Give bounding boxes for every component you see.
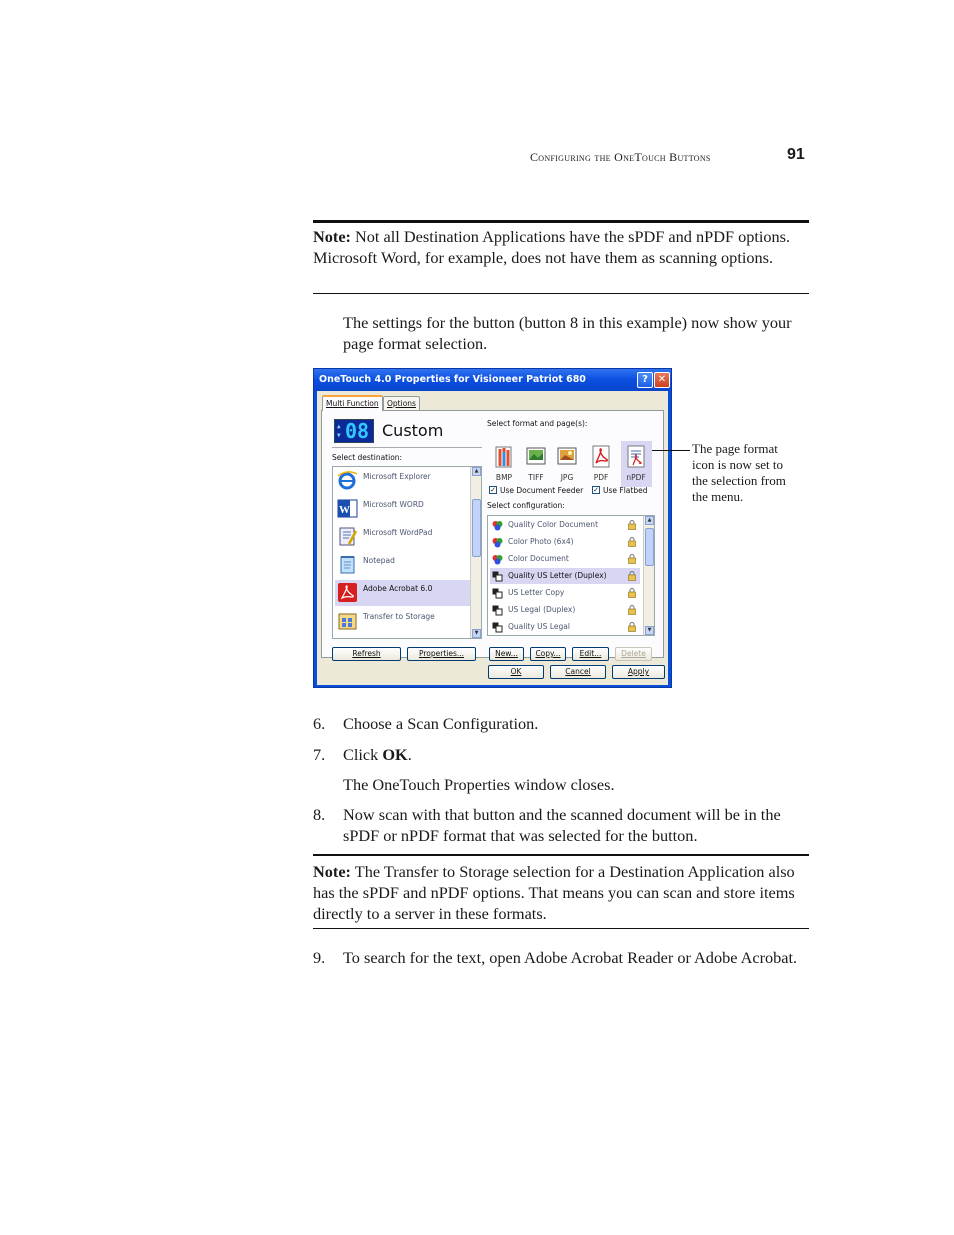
color-config-icon	[492, 520, 503, 531]
list-item[interactable]: W Microsoft WORD	[335, 496, 470, 522]
tiff-format-icon[interactable]	[524, 444, 548, 470]
intro-paragraph: The settings for the button (button 8 in this example) now show your page format selection.	[343, 313, 792, 353]
edit-button[interactable]: Edit...	[572, 647, 609, 661]
button-number-display[interactable]: ▲ ▼ 08	[334, 419, 374, 443]
list-item[interactable]: Color Document	[490, 551, 640, 567]
bw-config-icon	[492, 605, 503, 616]
scroll-thumb[interactable]	[645, 528, 654, 566]
use-document-feeder-label: Use Document Feeder	[500, 486, 584, 495]
button-name: Custom	[382, 421, 444, 440]
step-7-number: 7.	[313, 745, 326, 764]
tab-options[interactable]: Options	[383, 396, 420, 410]
scroll-up-icon[interactable]: ▲	[645, 516, 654, 525]
configuration-scrollbar[interactable]	[643, 516, 654, 635]
select-format-label: Select format and page(s):	[487, 419, 588, 428]
wordpad-icon	[337, 526, 358, 547]
format-label-pdf: PDF	[593, 473, 609, 482]
button-spin-icon[interactable]: ▲ ▼	[337, 423, 341, 439]
step-8-text: Now scan with that button and the scanned document will be in the sPDF or nPDF format that was selected for the button.	[343, 805, 781, 845]
tab-multi-function[interactable]: Multi Function	[322, 395, 383, 411]
note-1: Note: Not all Destination Applications have the sPDF and nPDF options. Microsoft Word, for example, does not have them as scanning options.	[313, 227, 791, 267]
dialog-title: OneTouch 4.0 Properties for Visioneer Patriot 680	[319, 374, 586, 385]
lock-icon	[628, 605, 636, 615]
scroll-down-icon[interactable]: ▼	[472, 629, 481, 638]
list-item[interactable]: US Letter Copy	[490, 585, 640, 601]
list-item[interactable]: Quality Color Document	[490, 517, 640, 533]
list-item[interactable]: Quality US Legal	[490, 619, 640, 635]
transfer-to-storage-icon	[337, 610, 358, 631]
step-8-number: 8.	[313, 805, 326, 824]
note-bottom-rule	[313, 293, 809, 294]
dialog-client	[317, 391, 668, 685]
step-6-number: 6.	[313, 714, 326, 733]
bmp-format-icon[interactable]	[492, 444, 516, 470]
list-item[interactable]: Color Photo (6x4)	[490, 534, 640, 550]
lock-icon	[628, 554, 636, 564]
bw-config-icon	[492, 571, 503, 582]
lock-icon	[628, 571, 636, 581]
bw-config-icon	[492, 588, 503, 599]
list-item[interactable]: Transfer to Storage	[335, 608, 470, 634]
npdf-format-icon[interactable]	[624, 444, 648, 470]
lock-icon	[628, 588, 636, 598]
step-7-text: Click OK.	[343, 745, 412, 764]
destination-scrollbar[interactable]	[470, 467, 481, 638]
help-button[interactable]: ?	[637, 372, 653, 388]
format-label-tiff: TIFF	[528, 473, 544, 482]
note-top-rule	[313, 854, 809, 856]
destination-list[interactable]	[332, 466, 482, 639]
note-2: Note: The Transfer to Storage selection for a Destination Application also has the sPDF and nPDF options. That means you can scan and store items directly to a server in these formats.	[313, 862, 795, 923]
configuration-list[interactable]	[487, 515, 655, 636]
properties-button[interactable]: Properties...	[407, 647, 476, 661]
properties-dialog	[313, 368, 672, 688]
notepad-icon	[337, 554, 358, 575]
page-number: 91	[787, 146, 805, 163]
select-destination-label: Select destination:	[332, 453, 403, 462]
pdf-format-icon[interactable]	[589, 444, 613, 470]
color-config-icon	[492, 537, 503, 548]
scroll-up-icon[interactable]: ▲	[472, 467, 481, 476]
bw-config-icon	[492, 622, 503, 633]
svg-text:W: W	[339, 504, 350, 516]
close-button[interactable]: ✕	[654, 372, 670, 388]
ok-button[interactable]: OK	[488, 665, 544, 679]
delete-button[interactable]: Delete	[615, 647, 652, 661]
tab-panel	[321, 410, 664, 658]
copy-button[interactable]: Copy...	[530, 647, 566, 661]
list-item[interactable]: Quality US Letter (Duplex)	[490, 568, 640, 584]
lock-icon	[628, 520, 636, 530]
step-6-text: Choose a Scan Configuration.	[343, 714, 539, 733]
new-button[interactable]: New...	[489, 647, 524, 661]
step-7-result: The OneTouch Properties window closes.	[343, 775, 615, 794]
scroll-thumb[interactable]	[472, 499, 481, 557]
divider	[332, 447, 482, 448]
adobe-acrobat-icon	[337, 582, 358, 603]
list-item[interactable]: Notepad	[335, 552, 470, 578]
callout-line	[652, 450, 690, 451]
cancel-button[interactable]: Cancel	[550, 665, 606, 679]
format-label-npdf: nPDF	[626, 473, 646, 482]
select-configuration-label: Select configuration:	[487, 501, 565, 510]
format-label-jpg: JPG	[560, 473, 574, 482]
lock-icon	[628, 537, 636, 547]
step-9-text: To search for the text, open Adobe Acrobat Reader or Adobe Acrobat.	[343, 948, 798, 967]
microsoft-word-icon	[337, 498, 358, 519]
step-9-number: 9.	[313, 948, 326, 967]
scroll-down-icon[interactable]: ▼	[645, 626, 654, 635]
internet-explorer-icon	[337, 470, 358, 491]
use-flatbed-label: Use Flatbed	[603, 486, 648, 495]
apply-button[interactable]: Apply	[612, 665, 665, 679]
callout-text: The page format icon is now set to the selection from the menu.	[692, 441, 786, 504]
list-item[interactable]: Microsoft WordPad	[335, 524, 470, 550]
lock-icon	[628, 622, 636, 632]
list-item[interactable]: Microsoft Explorer	[335, 468, 470, 494]
color-config-icon	[492, 554, 503, 565]
refresh-button[interactable]: Refresh	[332, 647, 401, 661]
note-bottom-rule	[313, 928, 809, 929]
use-flatbed-checkbox[interactable]: ✓	[593, 486, 599, 494]
list-item[interactable]: US Legal (Duplex)	[490, 602, 640, 618]
jpg-format-icon[interactable]	[555, 444, 579, 470]
running-header: Configuring the OneTouch Buttons	[530, 150, 711, 164]
note-top-rule	[313, 220, 809, 223]
list-item[interactable]: Adobe Acrobat 6.0	[335, 580, 470, 606]
use-document-feeder-checkbox[interactable]: ✓	[490, 486, 496, 494]
dialog-title-bar[interactable]	[314, 369, 671, 391]
format-label-bmp: BMP	[495, 473, 513, 482]
